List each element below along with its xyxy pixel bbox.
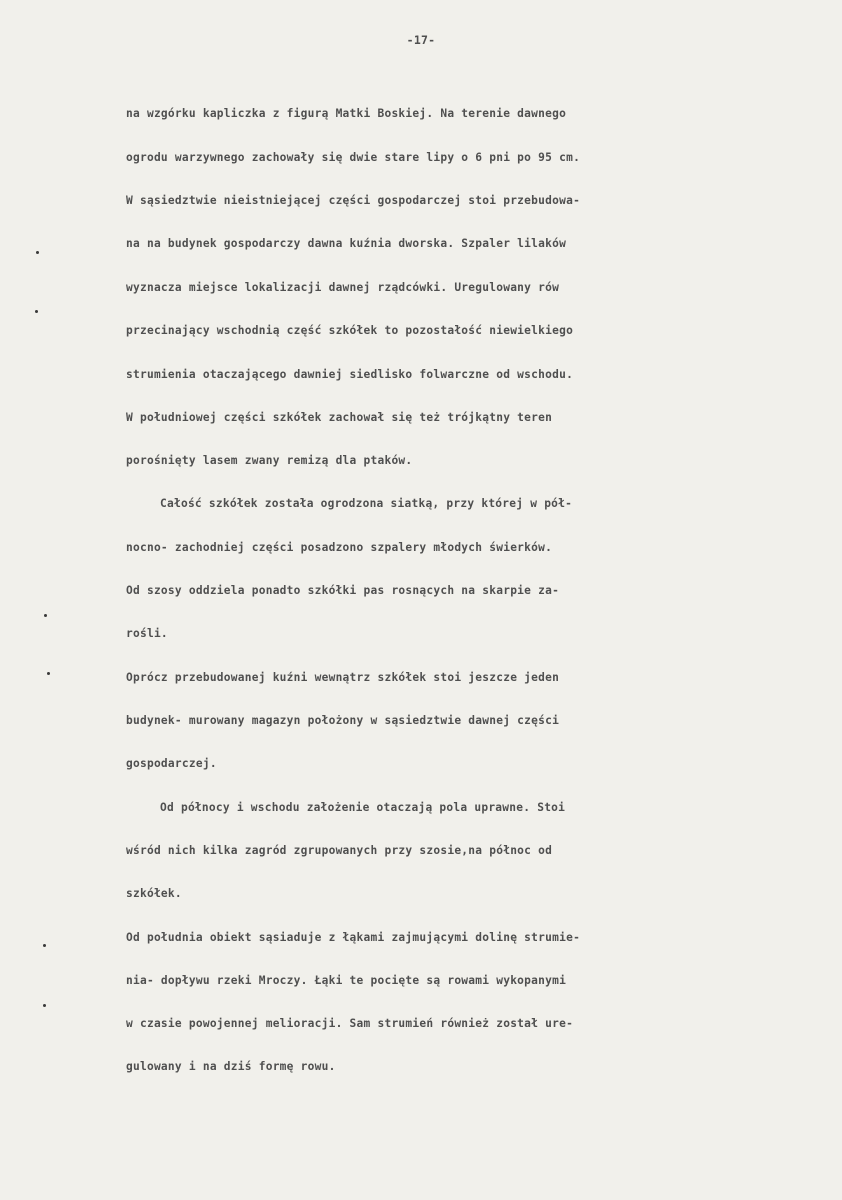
text-line: nocno- zachodniej części posadzono szpalery młodych świerków.	[126, 541, 553, 554]
text-line: nia- dopływu rzeki Mroczy. Łąki te pocięte są rowami wykopanymi	[126, 974, 567, 987]
text-line: budynek- murowany magazyn położony w sąsiedztwie dawnej części	[126, 714, 560, 727]
text-line: gospodarczej.	[126, 757, 217, 770]
text-line: Oprócz przebudowanej kuźni wewnątrz szkółek stoi jeszcze jeden	[126, 671, 560, 684]
text-line: porośnięty lasem zwany remizą dla ptaków.	[126, 454, 413, 467]
text-line: strumienia otaczającego dawniej siedlisko folwarczne od wschodu.	[126, 368, 574, 381]
text-line: w czasie powojennej melioracji. Sam strumień również został ure-	[126, 1017, 574, 1030]
page-number: -17-	[406, 33, 436, 47]
text-line: szkółek.	[126, 887, 182, 900]
text-line: przecinający wschodnią część szkółek to pozostałość niewielkiego	[126, 324, 574, 337]
text-line: Od szosy oddziela ponadto szkółki pas rosnących na skarpie za-	[126, 584, 560, 597]
text-line: Całość szkółek została ogrodzona siatką, przy której w pół-	[160, 497, 573, 510]
margin-dot-mark	[36, 251, 39, 254]
text-line: rośli.	[126, 627, 168, 640]
text-line: W sąsiedztwie nieistniejącej części gospodarczej stoi przebudowa-	[126, 194, 581, 207]
margin-dot-mark	[35, 310, 38, 313]
text-line: wyznacza miejsce lokalizacji dawnej rządcówki. Uregulowany rów	[126, 281, 560, 294]
margin-dot-mark	[43, 1004, 46, 1007]
text-line: wśród nich kilka zagród zgrupowanych przy szosie,na północ od	[126, 844, 553, 857]
text-line: gulowany i na dziś formę rowu.	[126, 1060, 336, 1073]
margin-dot-mark	[44, 614, 47, 617]
text-line: ogrodu warzywnego zachowały się dwie stare lipy o 6 pni po 95 cm.	[126, 151, 581, 164]
text-line: Od południa obiekt sąsiaduje z łąkami zajmującymi dolinę strumie-	[126, 931, 581, 944]
text-line: Od północy i wschodu założenie otaczają pola uprawne. Stoi	[160, 801, 566, 814]
margin-dot-mark	[47, 672, 50, 675]
text-line: na wzgórku kapliczka z figurą Matki Boskiej. Na terenie dawnego	[126, 107, 567, 120]
text-line: W południowej części szkółek zachował się też trójkątny teren	[126, 411, 553, 424]
margin-dot-mark	[43, 944, 46, 947]
text-line: na na budynek gospodarczy dawna kuźnia dworska. Szpaler lilaków	[126, 237, 567, 250]
